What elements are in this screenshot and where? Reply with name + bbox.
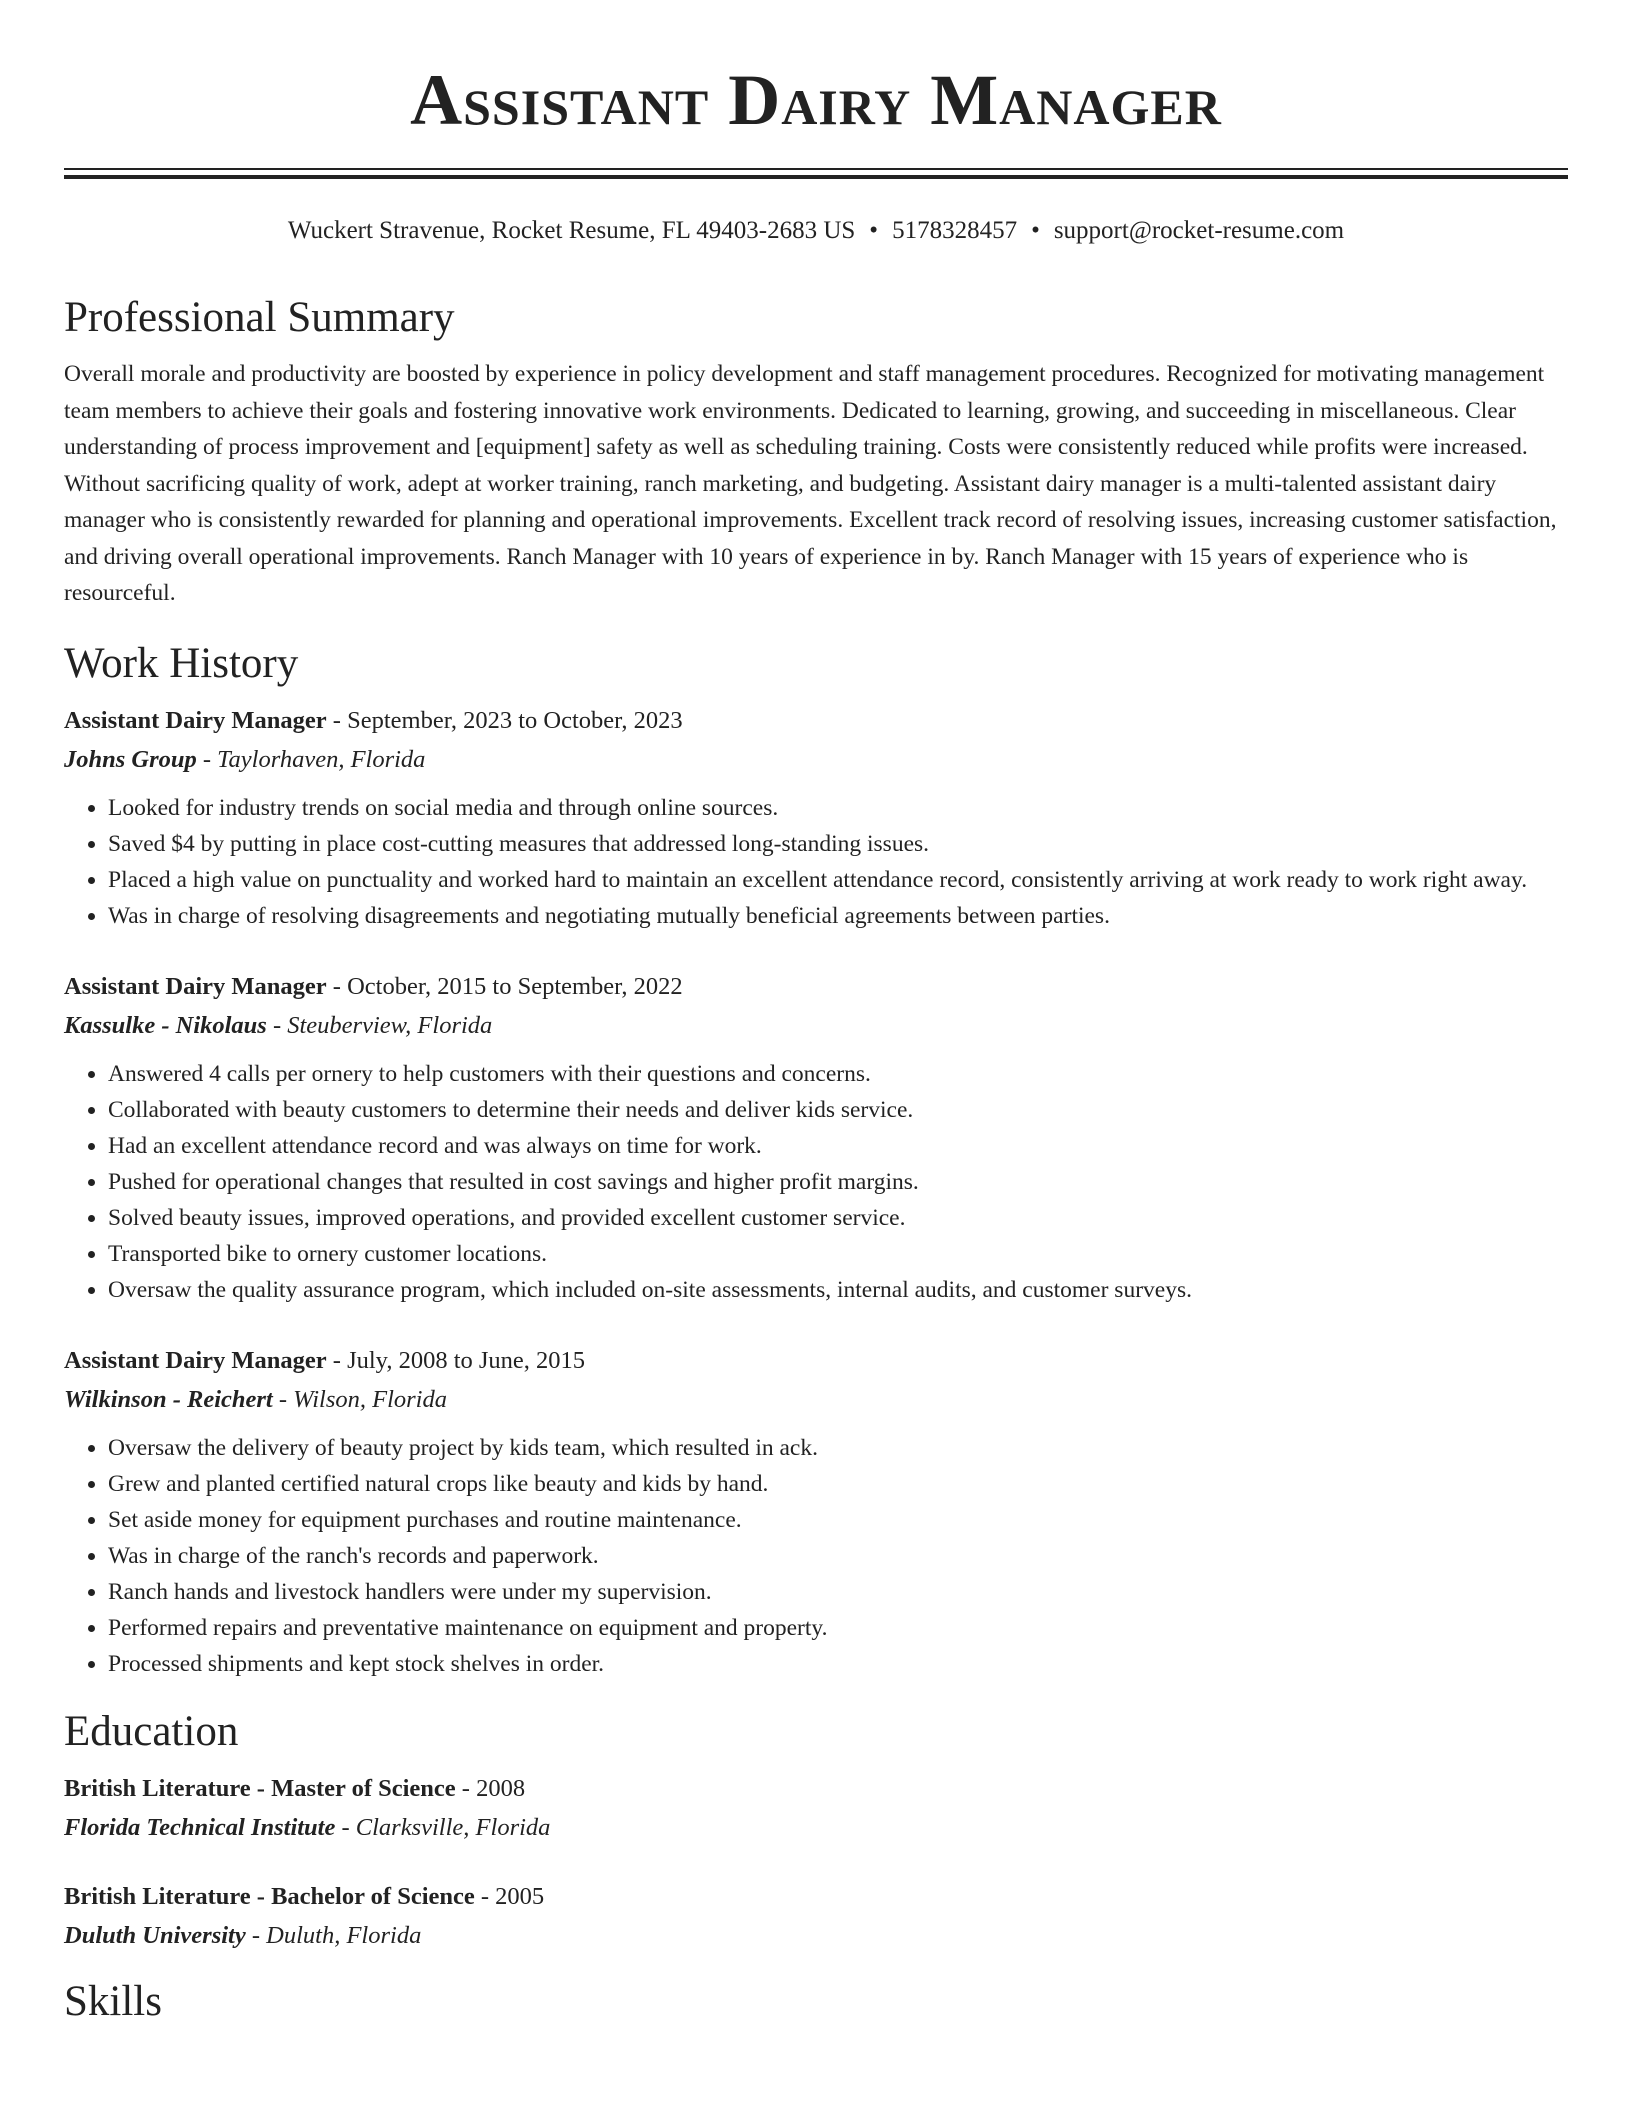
job-location: - Taylorhaven, Florida <box>196 745 426 773</box>
job-bullet: • Answered 4 calls per ornery to help customers with their questions and concerns. <box>108 1056 1568 1092</box>
job-bullet: • Performed repairs and preventative maintenance on equipment and property. <box>108 1610 1568 1646</box>
job-bullet: • Solved beauty issues, improved operations, and provided excellent customer service. <box>108 1200 1568 1236</box>
job-title: Assistant Dairy Manager <box>64 972 327 1000</box>
job-bullets <box>64 1056 1568 1308</box>
school: Duluth University <box>64 1921 246 1949</box>
job-entry <box>64 968 1568 1308</box>
education-section <box>64 1704 1568 1956</box>
school-location: - Duluth, Florida <box>245 1921 422 1949</box>
job-title-line <box>64 968 1568 1006</box>
job-location: - Steuberview, Florida <box>266 1011 493 1039</box>
section-heading-work-history: Work History <box>64 639 299 687</box>
degree-line <box>64 1878 1568 1916</box>
job-bullet: • Collaborated with beauty customers to determine their needs and deliver kids service. <box>108 1092 1568 1128</box>
job-bullet: • Was in charge of the ranch's records and paperwork. <box>108 1538 1568 1574</box>
job-company: Johns Group <box>64 745 197 773</box>
job-bullet: • Set aside money for equipment purchases and routine maintenance. <box>108 1502 1568 1538</box>
job-bullets <box>64 790 1568 934</box>
degree-year: - 2008 <box>455 1774 526 1802</box>
header-rule-thin <box>64 168 1568 170</box>
job-bullet: • Grew and planted certified natural crops like beauty and kids by hand. <box>108 1466 1568 1502</box>
job-dates: - October, 2015 to September, 2022 <box>326 972 683 1000</box>
header-rule-thick <box>64 175 1568 179</box>
section-heading-education: Education <box>64 1707 239 1755</box>
job-location: - Wilson, Florida <box>272 1385 447 1413</box>
job-bullet: • Transported bike to ornery customer locations. <box>108 1236 1568 1272</box>
job-bullet: • Looked for industry trends on social media and through online sources. <box>108 790 1568 826</box>
job-title: Assistant Dairy Manager <box>64 1346 327 1374</box>
degree-line <box>64 1770 1568 1808</box>
school-line <box>64 1808 1568 1848</box>
job-company: Kassulke - Nikolaus <box>64 1011 267 1039</box>
job-bullet: • Pushed for operational changes that resulted in cost savings and higher profit margins. <box>108 1164 1568 1200</box>
resume-content <box>64 290 1568 2040</box>
skills-section <box>64 1974 1568 2030</box>
job-company-line <box>64 740 1568 780</box>
summary-text: Overall morale and productivity are boosted by experience in policy development and staff management procedures. Recognized for motivating management team members to achieve their goals and fostering innovative work environments. Dedicated to learning, growing, and succeeding in miscellaneous. Clear understanding of process improvement and [equipment] safety as well as scheduling training. Costs were consistently reduced while profits were increased. Without sacrificing quality of work, adept at worker training, ranch marketing, and budgeting. Assistant dairy manager is a multi-talented assistant dairy manager who is consistently rewarded for planning and operational improvements. Excellent track record of resolving issues, increasing customer satisfaction, and driving overall operational improvements. Ranch Manager with 10 years of experience in by. Ranch Manager with 15 years of experience who is resourceful. <box>64 361 1557 606</box>
job-title: Assistant Dairy Manager <box>64 706 327 734</box>
job-entry <box>64 702 1568 934</box>
resume-title: Assistant Dairy Manager <box>410 60 1222 140</box>
school-line <box>64 1916 1568 1956</box>
job-dates: - September, 2023 to October, 2023 <box>326 706 683 734</box>
work-history-section <box>64 636 1568 1682</box>
job-company-line <box>64 1006 1568 1046</box>
section-heading-summary: Professional Summary <box>64 294 455 341</box>
job-company: Wilkinson - Reichert <box>64 1385 273 1413</box>
job-bullet: • Was in charge of resolving disagreements and negotiating mutually beneficial agreements between parties. <box>108 898 1568 934</box>
job-bullet: • Processed shipments and kept stock shelves in order. <box>108 1646 1568 1682</box>
job-company-line <box>64 1380 1568 1420</box>
job-bullet: • Had an excellent attendance record and was always on time for work. <box>108 1128 1568 1164</box>
school: Florida Technical Institute <box>64 1813 336 1841</box>
contact-email[interactable]: support@rocket-resume.com <box>1053 217 1345 244</box>
degree-year: - 2005 <box>474 1882 545 1910</box>
section-heading-skills: Skills <box>64 1977 162 2025</box>
degree: British Literature - Master of Science <box>64 1774 456 1802</box>
job-dates: - July, 2008 to June, 2015 <box>326 1346 586 1374</box>
contact-separator: • <box>1031 217 1040 244</box>
job-bullet: • Ranch hands and livestock handlers were under my supervision. <box>108 1574 1568 1610</box>
job-title-line <box>64 1342 1568 1380</box>
contact-phone[interactable]: 5178328457 <box>892 217 1018 244</box>
degree: British Literature - Bachelor of Science <box>64 1882 475 1910</box>
job-title-line <box>64 702 1568 740</box>
job-bullet: • Oversaw the quality assurance program, which included on-site assessments, internal audits, and customer surveys. <box>108 1272 1568 1308</box>
job-entry <box>64 1342 1568 1682</box>
education-entry <box>64 1878 1568 1956</box>
job-bullet: • Oversaw the delivery of beauty project by kids team, which resulted in ack. <box>108 1430 1568 1466</box>
contact-line <box>64 214 1568 248</box>
summary-section <box>64 290 1568 612</box>
contact-address: Wuckert Stravenue, Rocket Resume, FL 49403-2683 US <box>287 217 856 244</box>
job-bullet: • Saved $4 by putting in place cost-cutting measures that addressed long-standing issues. <box>108 826 1568 862</box>
job-bullets <box>64 1430 1568 1682</box>
job-bullet: • Placed a high value on punctuality and worked hard to maintain an excellent attendance record, consistently arriving at work ready to work right away. <box>108 862 1568 898</box>
school-location: - Clarksville, Florida <box>335 1813 551 1841</box>
contact-separator: • <box>869 217 879 244</box>
education-entry <box>64 1770 1568 1848</box>
